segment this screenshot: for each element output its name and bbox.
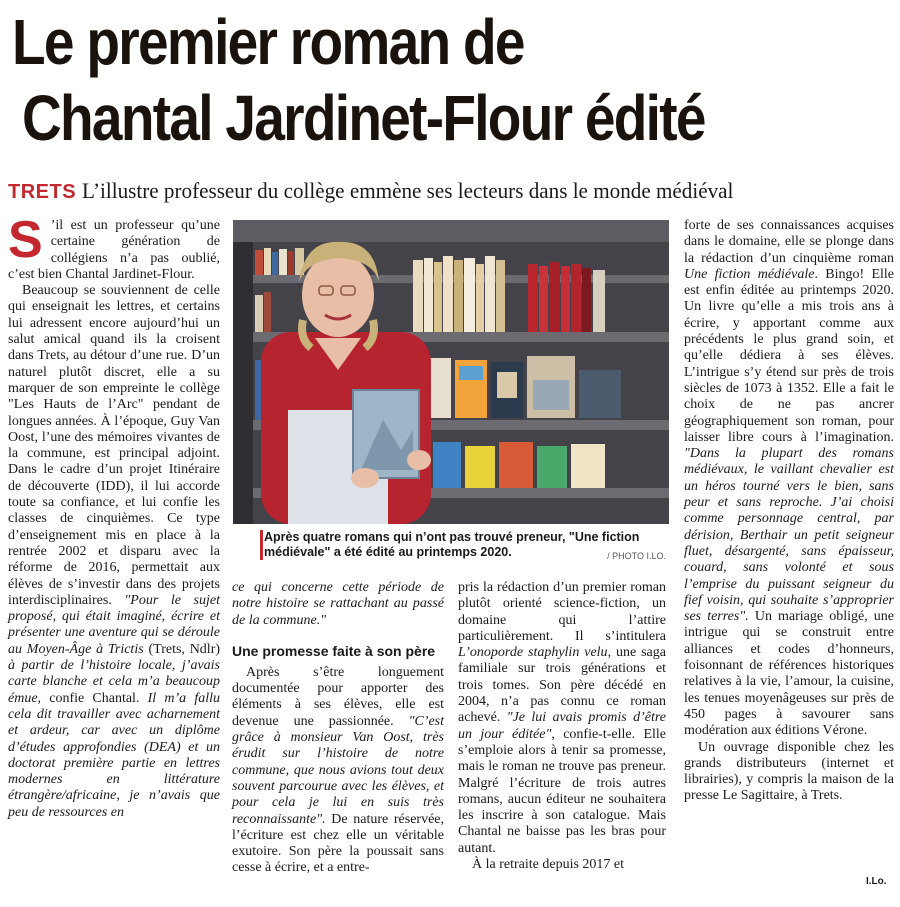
book-title: Une fiction médiévale — [684, 266, 815, 282]
article-photo — [233, 220, 669, 524]
article-column-2 — [232, 580, 444, 877]
photo-credit: / PHOTO I.LO. — [607, 551, 666, 561]
article-column-1 — [8, 211, 221, 821]
headline-line-1: Le premier roman de — [12, 6, 524, 78]
dropcap: S — [8, 211, 43, 269]
deck: L’illustre professeur du collège emmène ses lecteurs dans le monde médiéval — [82, 178, 734, 203]
paragraph — [458, 580, 666, 857]
book-title: L’onoporde staphylin velu — [458, 645, 608, 661]
paragraph: Un ouvrage disponible chez les grands distributeurs (internet et librairies), y compris la maison de la presse Le Sagittaire, à Trets. — [684, 739, 894, 804]
author-signature: I.Lo. — [866, 876, 887, 887]
paragraph-text: . Bingo! Elle est enfin éditée au printemps 2020. Un livre qu’elle a mis trois ans à écrire, y apportant comme aux précédents le plus grand soin, et qu’elle dédiera à ses élèves. L’intrigue s’y étend sur près de trois siècles de 1073 à 1352. Elle a fait le choix de ne pas ancrer géographiquement son roman, pour laisser libre cours à l’imagination. — [684, 266, 894, 445]
quote-text: Il m’a fallu cela dit travailler avec acharnement et ardeur, car avec un diplôme d’études approfondies (DEA) et un doctorat première partie en lettres modernes en littérature étrangère/africaine, je n’avais que peu de ressources en — [8, 690, 221, 820]
quote-text: "Dans la plupart des romans médiévaux, le vaillant chevalier est un héros tourné vers le bien, sans peur et sans reproche. J’ai choisi comme personnage central, par dérision, Berthair un petit seigneur fluet, désargenté, sans épaisseur, couard, sans volonté et sous l’emprise du puissant seigneur du fief voisin, qui souhaite s’approprier ses terres". — [684, 446, 894, 625]
paragraph-text: Beaucoup se souviennent de celle qui enseignait les lettres, et certains lui adressent encore aujourd’hui un salut amical quand ils la croisent dans Trets, au détour d’une rue. D’un naturel plutôt discret, elle a su marquer de son empreinte le collège "Les Hauts de l’Arc" pendant de longues années. À l’époque, Guy Van Oost, l’une des mémoires vivantes de la commune, est principal adjoint. Dans le cadre d’un projet Itinéraire de découverte (IDD), il lui accorde toute sa confiance, et lui confie les classes de cinquièmes. Ce type d’enseignement mis en place à la rentrée 2002 et disparu avec la réforme de 2016, permettait aux élèves de s’investir dans des projets interdisciplinaires. — [8, 283, 220, 608]
paragraph — [8, 283, 220, 821]
quote-text: "Je lui avais promis d’être un jour éditée" — [458, 710, 666, 742]
article-column-4 — [684, 218, 894, 805]
paragraph-text: pris la rédaction d’un premier roman plutôt orienté science-fiction, un domaine qui l’attire particulièrement. Il s’intitulera — [458, 580, 666, 644]
bookstore-photo-illustration — [233, 220, 669, 524]
caption-accent-bar — [260, 530, 263, 560]
lead-paragraph — [8, 211, 220, 283]
subheading: Une promesse faite à son père — [232, 642, 436, 659]
paragraph: À la retraite depuis 2017 et — [472, 857, 625, 873]
quote-text: ce qui concerne cette période de notre histoire se rattachant au passé de la commune." — [232, 580, 444, 628]
paragraph-text: Un mariage obligé, une intrigue qui se construit entre alliances et codes d’honneurs, foisonnant de références historiques relatives à la vie, l’amour, la cuisine, les tenues moyenâgeuses sur près de 450 pages à savourer sans modération aux éditions Vérone. — [684, 609, 895, 739]
kicker-location: TRETS — [8, 181, 77, 203]
paragraph — [684, 218, 894, 740]
caption-text: Après quatre romans qui n’ont pas trouvé preneur, "Une fiction médiévale" a été édité au printemps 2020. — [264, 530, 640, 559]
paragraph-text: , confie-t-elle. Elle s’emploie alors à tenir sa promesse, mais le roman ne trouve pas preneur. Malgré l’écriture de trois autres romans, aucun éditeur ne souhaitera les inscrire à son catalogue. Mais Chantal ne baisse pas les bras pour autant. — [458, 726, 666, 856]
quote-text: "Pour le sujet proposé, qui était imaginé, écrire et présenter une aventure qui se déroule au Moyen-Âge à Trictis — [8, 592, 220, 657]
photo-caption — [264, 530, 666, 564]
paragraph-text: Après s’être longuement documentée pour apporter des éléments à ses élèves, elle est devenue une passionnée. — [232, 664, 444, 729]
quote-text: "C’est grâce à monsieur Van Oost, très érudit sur l’histoire de notre commune, que nous avions tout deux souvent parcourue avec les élèves, et pour cela je lui en suis très reconnaissante". — [232, 713, 444, 827]
paragraph-text: De nature réservée, l’écriture est chez elle un véritable exutoire. Son père la poussait sans cesse à écrire, et a entre- — [232, 811, 445, 876]
paragraph-text: (Trets, Ndlr) — [148, 641, 221, 657]
lead-text: ’il est un professeur qu’une certaine génération de collégiens n’a pas oublié, c’est bien Chantal Jardinet-Flour. — [8, 218, 220, 282]
deck-row — [8, 178, 894, 205]
paragraph-text: , une saga familiale sur trois générations et trois tomes. Son père décédé en 2004, n’a pas connu ce roman achevé. — [458, 645, 666, 726]
paragraph — [232, 580, 444, 629]
paragraph-text: confie Chantal. — [49, 690, 140, 706]
headline-line-2: Chantal Jardinet-Flour édité — [22, 82, 705, 154]
paragraph — [232, 665, 444, 877]
paragraph-text: forte de ses connaissances acquises dans le domaine, elle se plonge dans la rédaction d’un cinquième roman — [684, 218, 894, 266]
quote-text: à partir de l’histoire locale, j’avais carte blanche et cela m’a beaucoup émue, — [8, 658, 220, 706]
article-column-3 — [458, 580, 666, 873]
